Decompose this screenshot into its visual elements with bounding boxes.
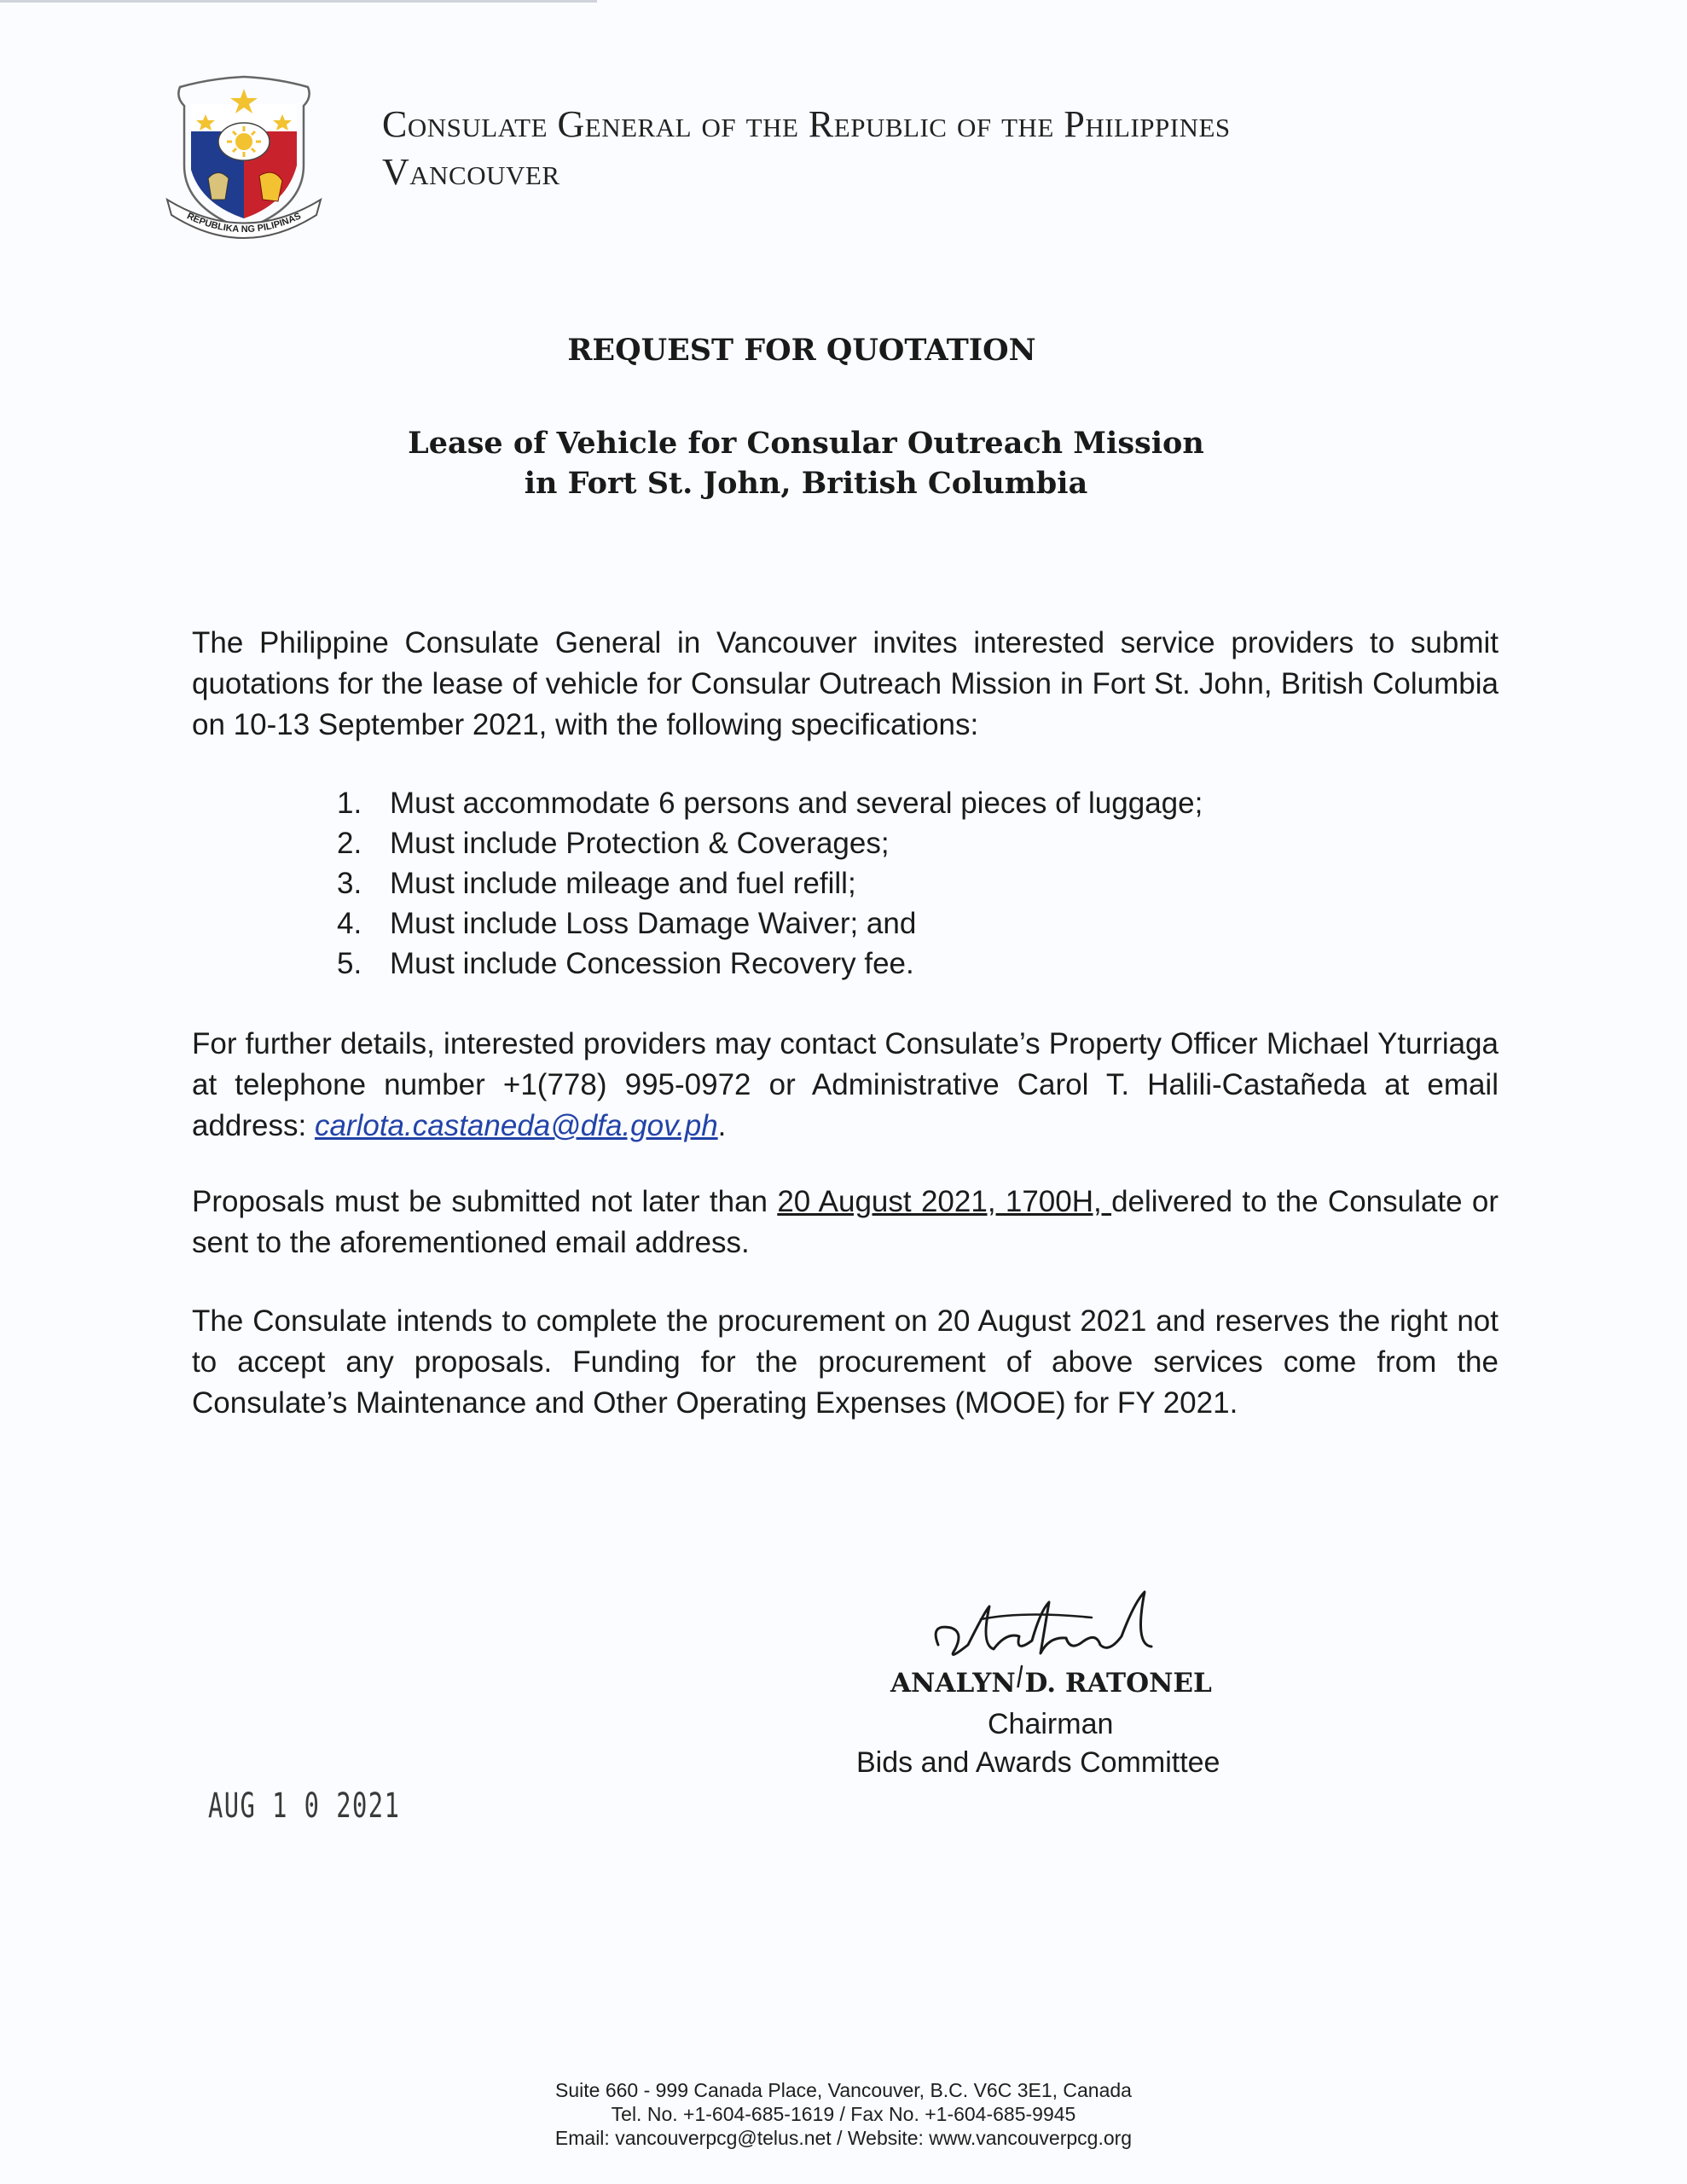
list-item-text: Must accommodate 6 persons and several pieces of luggage; [390,787,1203,820]
contact-end: . [717,1109,727,1142]
footer-web: Email: vancouverpcg@telus.net / Website: www.vancouverpcg.org [554,2127,1133,2149]
consulate-name [382,101,1576,196]
date-stamp: AUG 1 0 2021 [208,1786,401,1826]
contact-paragraph [192,1024,1499,1147]
org-line-2: Vancouver [382,151,560,193]
signatory-name: ANALYN D. RATONEL [890,1668,1212,1699]
list-item [337,783,1203,823]
seal-ribbon-text: REPUBLIKA NG PILIPINAS [185,211,303,235]
org-line-1: Consulate General of the Republic of the Philippines [382,103,1231,145]
list-item-number: 1. [337,787,362,820]
list-item [337,903,1203,944]
footer-phone: Tel. No. +1-604-685-1619 / Fax No. +1-604-685-9945 [611,2103,1076,2125]
list-item-number: 4. [337,907,362,940]
deadline-paragraph [192,1182,1499,1263]
signatory-committee: Bids and Awards Committee [856,1746,1220,1779]
list-item-number: 3. [337,867,362,900]
list-item-text: Must include Protection & Coverages; [390,827,890,860]
document-subtitle [0,423,1612,503]
footer-address: Suite 660 - 999 Canada Place, Vancouver, B.C. V6C 3E1, Canada [555,2079,1132,2101]
scan-edge-line [0,0,597,3]
list-item-text: Must include Loss Damage Waiver; and [390,907,917,940]
closing-paragraph: The Consulate intends to complete the procurement on 20 August 2021 and reserves the right not to accept any proposals. Funding for the procurement of above services come from the Consulate’s Maintenance and Other Operating Expenses (MOOE) for FY 2021. [192,1304,1499,1420]
deadline-date: 20 August 2021, 1700H, [777,1185,1112,1218]
philippine-seal-icon [159,72,329,251]
signatory-title: Chairman [988,1708,1114,1740]
subtitle-line-2: in Fort St. John, British Columbia [524,466,1088,501]
list-item [337,944,1203,984]
list-item [337,823,1203,863]
list-item-text: Must include mileage and fuel refill; [390,867,856,900]
list-item-text: Must include Concession Recovery fee. [390,947,914,980]
contact-email-link[interactable]: carlota.castaneda@dfa.gov.ph [314,1109,718,1142]
subtitle-line-1: Lease of Vehicle for Consular Outreach Mission [408,426,1204,461]
deadline-intro: Proposals must be submitted not later than [192,1185,778,1218]
intro-paragraph: The Philippine Consulate General in Vancouver invites interested service providers to submit quotations for the lease of vehicle for Consular Outreach Mission in Fort St. John, British Columbia on 10-13 September 2021, with the following specifications: [192,626,1499,741]
list-item [337,863,1203,903]
deadline-rest: delivered to the Consulate or sent to the aforementioned email address. [192,1185,1499,1259]
document-title: REQUEST FOR QUOTATION [567,333,1036,368]
list-item-number: 5. [337,947,362,980]
list-item-number: 2. [337,827,362,860]
contact-text: For further details, interested providers may contact Consulate’s Property Officer Michael Yturriaga at telephone number +1(778) 995-0972 or Administrative Carol T. Halili-Castañeda at email address: [192,1027,1499,1142]
specifications-list [337,783,1203,984]
footer [0,2078,1687,2150]
